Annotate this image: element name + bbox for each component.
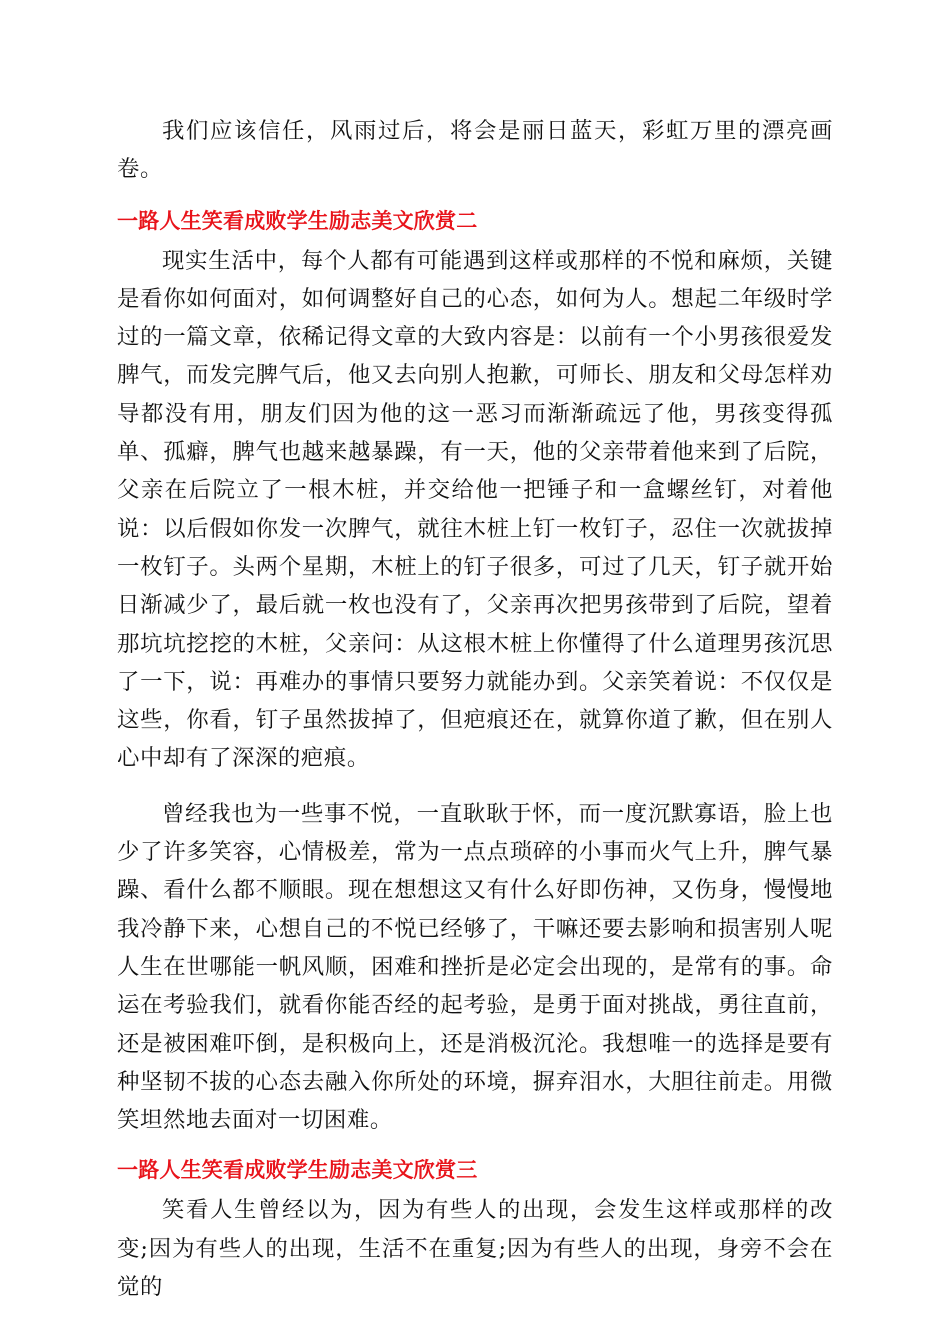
document-body [117, 112, 833, 1306]
section-two-paragraph-1: 现实生活中，每个人都有可能遇到这样或那样的不悦和麻烦，关键是看你如何面对，如何调整好自己的心态，如何为人。想起二年级时学过的一篇文章，依稀记得文章的大致内容是：以前有一个小男孩很爱发脾气，而发完脾气后，他又去向别人抱歉，可师长、朋友和父母怎样劝导都没有用，朋友们因为他的这一恶习而渐渐疏远了他，男孩变得孤单、孤癖，脾气也越来越暴躁，有一天，他的父亲带着他来到了后院，父亲在后院立了一根木桩，并交给他一把锤子和一盒螺丝钉，对着他说：以后假如你发一次脾气，就往木桩上钉一枚钉子，忍住一次就拔掉一枚钉子。头两个星期，木桩上的钉子很多，可过了几天，钉子就开始日渐减少了，最后就一枚也没有了，父亲再次把男孩带到了后院，望着那坑坑挖挖的木桩，父亲问：从这根木桩上你懂得了什么道理男孩沉思了一下，说：再难办的事情只要努力就能办到。父亲笑着说：不仅仅是这些，你看，钉子虽然拔掉了，但疤痕还在，就算你道了歉，但在别人心中却有了深深的疤痕。 [117, 247, 833, 772]
intro-paragraph: 我们应该信任，风雨过后，将会是丽日蓝天，彩虹万里的漂亮画卷。 [117, 118, 833, 183]
section-three-paragraph-1: 笑看人生曾经以为，因为有些人的出现，会发生这样或那样的改变;因为有些人的出现，生活不在重复;因为有些人的出现，身旁不会在觉的 [117, 1197, 833, 1301]
section-two-paragraph-2: 曾经我也为一些事不悦，一直耿耿于怀，而一度沉默寡语，脸上也少了许多笑容，心情极差，常为一点点琐碎的小事而火气上升，脾气暴躁、看什么都不顺眼。现在想想这又有什么好即伤神，又伤身，慢慢地我冷静下来，心想自己的不悦已经够了，干嘛还要去影响和损害别人呢人生在世哪能一帆风顺，困难和挫折是必定会出现的，是常有的事。命运在考验我们，就看你能否经的起考验，是勇于面对挑战，勇往直前，还是被困难吓倒，是积极向上，还是消极沉沦。我想唯一的选择是要有种坚韧不拔的心态去融入你所处的环境，摒弃泪水，大胆往前走。用微笑坦然地去面对一切困难。 [117, 800, 833, 1134]
section-two-heading: 一路人生笑看成败学生励志美文欣赏二 [117, 208, 478, 233]
section-three-heading: 一路人生笑看成败学生励志美文欣赏三 [117, 1158, 478, 1183]
